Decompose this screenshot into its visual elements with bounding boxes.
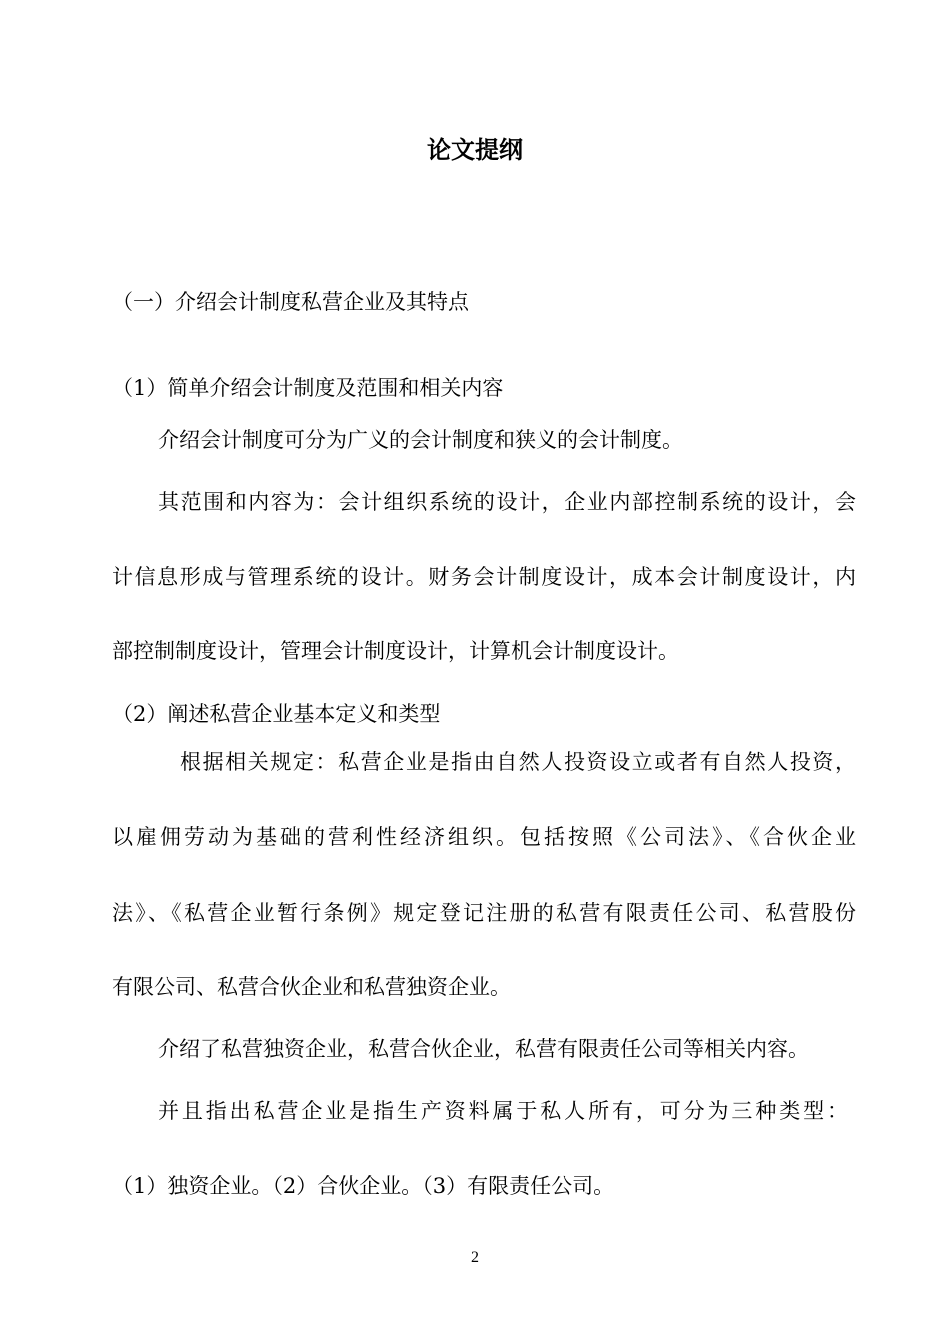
paragraph-line: （1）独资企业。（2）合伙企业。（3）有限责任公司。 xyxy=(112,1174,615,1198)
paragraph-line: 部控制制度设计，管理会计制度设计，计算机会计制度设计。 xyxy=(112,639,679,663)
paragraph-line: 介绍会计制度可分为广义的会计制度和狭义的会计制度。 xyxy=(158,428,683,452)
paragraph-line: 法》、《私营企业暂行条例》规定登记注册的私营有限责任公司、私营股份 xyxy=(112,901,856,925)
paragraph-line: 介绍了私营独资企业，私营合伙企业，私营有限责任公司等相关内容。 xyxy=(158,1037,809,1061)
paragraph-line: 并且指出私营企业是指生产资料属于私人所有，可分为三种类型： xyxy=(158,1099,848,1123)
page-number: 2 xyxy=(471,1249,479,1266)
paragraph-line: 其范围和内容为：会计组织系统的设计，企业内部控制系统的设计，会 xyxy=(158,490,856,514)
paragraph-line: 以雇佣劳动为基础的营利性经济组织。包括按照《公司法》、《合伙企业 xyxy=(112,825,856,849)
paragraph-line: 计信息形成与管理系统的设计。财务会计制度设计，成本会计制度设计，内 xyxy=(112,565,856,589)
subsection-heading-2: （2）阐述私营企业基本定义和类型 xyxy=(112,702,441,726)
section-heading: （一）介绍会计制度私营企业及其特点 xyxy=(112,290,469,314)
paragraph-line: 根据相关规定：私营企业是指由自然人投资设立或者有自然人投资， xyxy=(180,750,856,774)
subsection-heading-1: （1）简单介绍会计制度及范围和相关内容 xyxy=(112,376,504,400)
page-title: 论文提纲 xyxy=(427,136,523,164)
paragraph-line: 有限公司、私营合伙企业和私营独资企业。 xyxy=(112,975,511,999)
